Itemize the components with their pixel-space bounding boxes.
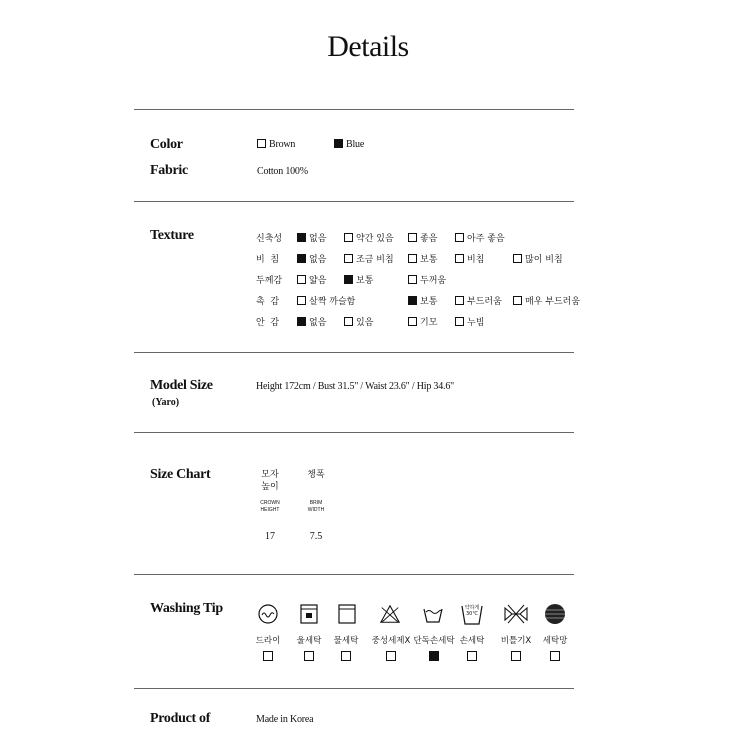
washing-checkbox[interactable] <box>429 651 439 661</box>
divider <box>134 432 574 433</box>
texture-option-label: 좋음 <box>420 234 438 244</box>
washing-label: 울세탁 <box>296 636 322 646</box>
blue-checkbox[interactable] <box>334 139 343 148</box>
hand-wash-icon <box>422 603 444 625</box>
texture-option-label: 보통 <box>420 255 438 265</box>
size-col-en: BRIM WIDTH <box>307 500 325 513</box>
texture-row-label: 촉 감 <box>256 297 280 307</box>
texture-option-label: 얇음 <box>309 276 327 286</box>
texture-checkbox[interactable] <box>513 254 522 263</box>
washing-label: 비틀기X <box>500 636 532 646</box>
texture-option-label: 부드러움 <box>467 297 502 307</box>
texture-option-label: 없음 <box>309 318 327 328</box>
product-of-value: Made in Korea <box>256 714 314 725</box>
texture-checkbox[interactable] <box>344 275 353 284</box>
size-col-brim <box>296 469 336 542</box>
washing-tip-label: Washing Tip <box>150 601 223 616</box>
texture-label: Texture <box>150 228 194 243</box>
texture-checkbox[interactable] <box>408 296 417 305</box>
washing-label: 드라이 <box>255 636 281 646</box>
color-option-blue[interactable]: Blue <box>334 139 364 150</box>
texture-option[interactable] <box>344 252 394 265</box>
texture-option-label: 많이 비침 <box>525 255 563 265</box>
size-col-kr: 챙폭 <box>307 470 325 480</box>
texture-option[interactable] <box>408 294 437 307</box>
fabric-value: Cotton 100% <box>257 166 308 177</box>
texture-checkbox[interactable] <box>455 233 464 242</box>
washing-label: 중성세제X <box>371 636 411 646</box>
texture-option[interactable] <box>297 294 355 307</box>
laundry-net-icon <box>544 603 566 625</box>
texture-checkbox[interactable] <box>408 275 417 284</box>
washing-checkbox[interactable] <box>511 651 521 661</box>
texture-option[interactable] <box>408 231 437 244</box>
model-size-label: Model Size <box>150 378 213 393</box>
texture-checkbox[interactable] <box>297 275 306 284</box>
texture-option[interactable] <box>513 252 563 265</box>
texture-option[interactable] <box>455 231 505 244</box>
no-wring-icon <box>502 603 530 625</box>
texture-option[interactable] <box>408 315 437 328</box>
texture-checkbox[interactable] <box>344 254 353 263</box>
texture-checkbox[interactable] <box>513 296 522 305</box>
texture-option-label: 아주 좋음 <box>467 234 505 244</box>
size-col-value: 7.5 <box>309 531 323 542</box>
texture-checkbox[interactable] <box>297 254 306 263</box>
hand-wash-temp-text: 약하게 30℃ <box>464 605 480 617</box>
texture-option-label: 있음 <box>356 318 374 328</box>
fabric-label: Fabric <box>150 163 188 178</box>
size-chart-label: Size Chart <box>150 467 211 482</box>
page-title: Details <box>327 30 409 63</box>
texture-option-label: 보통 <box>420 297 438 307</box>
texture-option-label: 매우 부드러움 <box>525 297 581 307</box>
washing-label: 세탁망 <box>542 636 568 646</box>
texture-option[interactable] <box>297 252 326 265</box>
texture-checkbox[interactable] <box>297 296 306 305</box>
texture-checkbox[interactable] <box>455 317 464 326</box>
washing-checkbox[interactable] <box>467 651 477 661</box>
texture-checkbox[interactable] <box>408 254 417 263</box>
texture-row-label: 비 침 <box>256 255 280 265</box>
texture-option[interactable] <box>455 294 502 307</box>
texture-option[interactable] <box>297 273 326 286</box>
texture-row-label: 신축성 <box>256 234 283 244</box>
texture-row-label: 안 감 <box>256 318 280 328</box>
product-of-label: Product of <box>150 711 211 726</box>
washing-checkbox[interactable] <box>386 651 396 661</box>
dry-clean-icon <box>257 603 279 625</box>
texture-option-label: 기모 <box>420 318 438 328</box>
texture-option[interactable] <box>297 315 326 328</box>
texture-checkbox[interactable] <box>408 317 417 326</box>
washing-checkbox[interactable] <box>304 651 314 661</box>
texture-option-label: 없음 <box>309 234 327 244</box>
size-col-value: 17 <box>265 531 275 542</box>
texture-checkbox[interactable] <box>344 317 353 326</box>
texture-option-label: 살짝 까슬함 <box>309 297 356 307</box>
color-option-brown[interactable]: Brown <box>257 139 295 150</box>
texture-option[interactable] <box>344 231 394 244</box>
washing-label: 단독손세탁 <box>413 636 455 646</box>
texture-checkbox[interactable] <box>455 254 464 263</box>
texture-option-label: 비침 <box>467 255 485 265</box>
texture-checkbox[interactable] <box>297 233 306 242</box>
washing-label: 손세탁 <box>459 636 485 646</box>
size-col-crown <box>250 469 290 542</box>
color-label: Color <box>150 137 183 152</box>
texture-option[interactable] <box>455 315 484 328</box>
texture-option[interactable] <box>297 231 326 244</box>
texture-option[interactable] <box>344 315 373 328</box>
no-bleach-icon <box>379 603 401 625</box>
texture-option[interactable] <box>455 252 484 265</box>
hand-wash-warm-icon <box>460 602 484 626</box>
texture-option[interactable] <box>408 252 437 265</box>
texture-option[interactable] <box>408 273 446 286</box>
texture-option[interactable] <box>344 273 373 286</box>
divider <box>134 352 574 353</box>
texture-option-label: 누빔 <box>467 318 485 328</box>
texture-checkbox[interactable] <box>455 296 464 305</box>
washing-checkbox[interactable] <box>550 651 560 661</box>
divider <box>134 109 574 110</box>
texture-option[interactable] <box>513 294 580 307</box>
size-col-en: CROWN HEIGHT <box>260 500 280 513</box>
texture-checkbox[interactable] <box>297 317 306 326</box>
divider <box>134 201 574 202</box>
brown-checkbox[interactable] <box>257 139 266 148</box>
texture-row-label: 두께감 <box>256 276 283 286</box>
size-col-kr: 모자 높이 <box>261 470 279 492</box>
texture-checkbox[interactable] <box>344 233 353 242</box>
texture-checkbox[interactable] <box>408 233 417 242</box>
texture-option-label: 없음 <box>309 255 327 265</box>
model-name: (Yaro) <box>152 397 180 408</box>
divider <box>134 574 574 575</box>
texture-option-label: 약간 있음 <box>356 234 394 244</box>
washing-checkbox[interactable] <box>263 651 273 661</box>
machine-wash-icon <box>336 603 358 625</box>
washing-label: 물세탁 <box>333 636 359 646</box>
texture-option-label: 보통 <box>356 276 374 286</box>
texture-option-label: 두꺼움 <box>420 276 447 286</box>
wool-wash-icon <box>298 603 320 625</box>
model-size-value: Height 172cm / Bust 31.5" / Waist 23.6" / Hip 34.6" <box>256 381 454 392</box>
divider <box>134 688 574 689</box>
washing-checkbox[interactable] <box>341 651 351 661</box>
texture-option-label: 조금 비침 <box>356 255 394 265</box>
